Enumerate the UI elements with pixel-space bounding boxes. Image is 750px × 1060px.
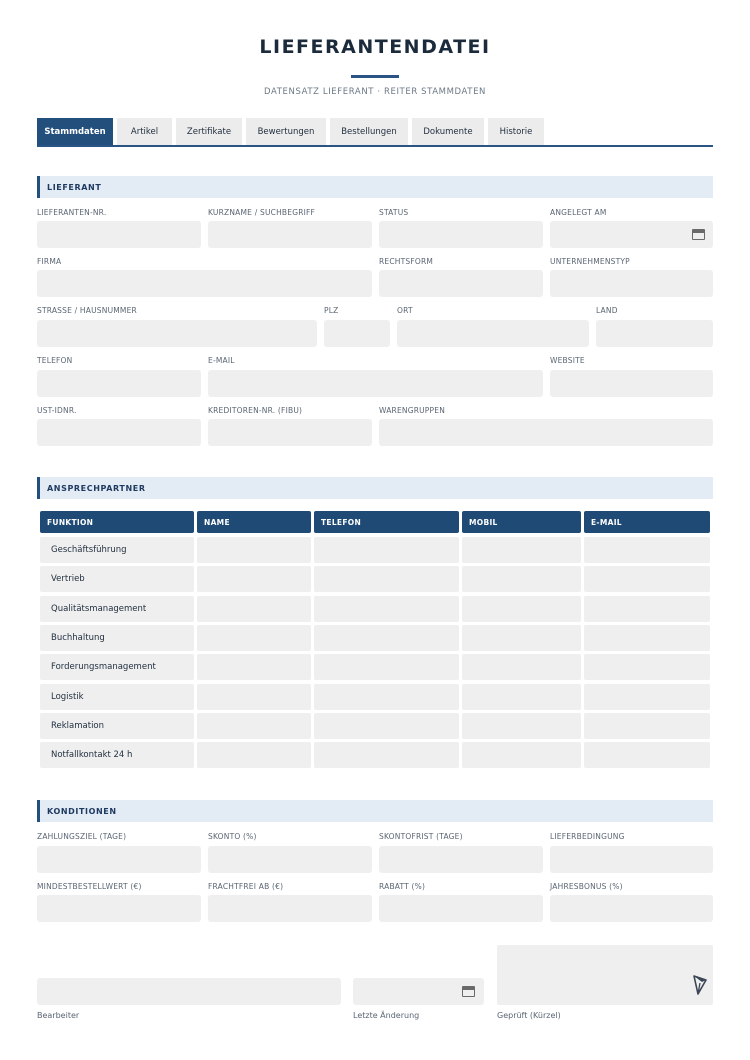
- unternehmenstyp-field[interactable]: [550, 270, 713, 297]
- contact-email-cell[interactable]: [584, 654, 710, 680]
- contact-email-cell[interactable]: [584, 566, 710, 592]
- contact-mobil-cell[interactable]: [462, 713, 581, 739]
- label-unternehmenstyp: UNTERNEHMENSTYP: [550, 257, 630, 266]
- label-status: STATUS: [379, 208, 409, 217]
- table-row-funktion: Notfallkontakt 24 h: [51, 750, 133, 760]
- contact-telefon-cell[interactable]: [314, 596, 459, 622]
- angelegt-am-field[interactable]: [550, 221, 713, 248]
- contact-name-cell[interactable]: [197, 713, 311, 739]
- label-telefon: TELEFON: [37, 356, 73, 365]
- bearbeiter-field[interactable]: [37, 978, 341, 1005]
- lieferanten-nr-field[interactable]: [37, 221, 201, 248]
- label-ort: ORT: [397, 306, 413, 315]
- tab-bar: [37, 118, 544, 145]
- ust-idnr-field[interactable]: [37, 419, 201, 446]
- label-bearbeiter: Bearbeiter: [37, 1011, 80, 1020]
- contact-mobil-cell[interactable]: [462, 742, 581, 768]
- contact-name-cell[interactable]: [197, 654, 311, 680]
- contact-telefon-cell[interactable]: [314, 625, 459, 651]
- page-subtitle: DATENSATZ LIEFERANT · REITER STAMMDATEN: [263, 87, 487, 97]
- section-header-konditionen: KONDITIONEN: [37, 800, 713, 822]
- tab-dokumente[interactable]: Dokumente: [412, 118, 484, 145]
- calendar-icon[interactable]: [462, 986, 475, 997]
- contact-email-cell[interactable]: [584, 742, 710, 768]
- label-website: WEBSITE: [550, 356, 585, 365]
- label-land: LAND: [596, 306, 618, 315]
- label-mindestbestellwert: MINDESTBESTELLWERT (€): [37, 882, 142, 891]
- plz-field[interactable]: [324, 320, 390, 347]
- table-row-funktion: Qualitätsmanagement: [51, 604, 147, 614]
- contact-name-cell[interactable]: [197, 625, 311, 651]
- label-lieferanten-nr: LIEFERANTEN-NR.: [37, 208, 107, 217]
- label-kurzname: KURZNAME / SUCHBEGRIFF: [208, 208, 316, 217]
- column-header-funktion: FUNKTION: [40, 511, 194, 533]
- firma-field[interactable]: [37, 270, 372, 297]
- tab-historie[interactable]: Historie: [488, 118, 544, 145]
- table-row-funktion: Vertrieb: [51, 574, 85, 584]
- strasse-field[interactable]: [37, 320, 317, 347]
- label-rabatt: RABATT (%): [379, 882, 426, 891]
- label-frachtfrei: FRACHTFREI AB (€): [208, 882, 284, 891]
- rechtsform-field[interactable]: [379, 270, 543, 297]
- status-field[interactable]: [379, 221, 543, 248]
- letzte-aenderung-field[interactable]: [353, 978, 484, 1005]
- label-rechtsform: RECHTSFORM: [379, 257, 434, 266]
- tab-stammdaten[interactable]: Stammdaten: [37, 118, 113, 145]
- label-angelegt-am: ANGELEGT AM: [550, 208, 607, 217]
- frachtfrei-field[interactable]: [208, 895, 372, 922]
- contact-mobil-cell[interactable]: [462, 625, 581, 651]
- contact-telefon-cell[interactable]: [314, 654, 459, 680]
- contact-name-cell[interactable]: [197, 537, 311, 563]
- geprueft-signature-box[interactable]: [497, 945, 713, 1005]
- email-field[interactable]: [208, 370, 543, 397]
- contact-mobil-cell[interactable]: [462, 537, 581, 563]
- lieferbedingung-field[interactable]: [550, 846, 713, 873]
- website-field[interactable]: [550, 370, 713, 397]
- contact-email-cell[interactable]: [584, 625, 710, 651]
- skonto-field[interactable]: [208, 846, 372, 873]
- label-jahresbonus: JAHRESBONUS (%): [550, 882, 623, 891]
- ort-field[interactable]: [397, 320, 589, 347]
- contact-mobil-cell[interactable]: [462, 654, 581, 680]
- tab-bestellungen[interactable]: Bestellungen: [330, 118, 408, 145]
- calendar-icon[interactable]: [692, 229, 705, 240]
- contact-telefon-cell[interactable]: [314, 684, 459, 710]
- label-letzte-aenderung: Letzte Änderung: [353, 1011, 420, 1020]
- kreditoren-nr-field[interactable]: [208, 419, 372, 446]
- label-geprueft: Geprüft (Kürzel): [497, 1011, 561, 1020]
- contact-mobil-cell[interactable]: [462, 566, 581, 592]
- jahresbonus-field[interactable]: [550, 895, 713, 922]
- contact-name-cell[interactable]: [197, 742, 311, 768]
- label-skontofrist: SKONTOFRIST (TAGE): [379, 832, 463, 841]
- section-header-lieferant: LIEFERANT: [37, 176, 713, 198]
- section-header-ansprechpartner: ANSPRECHPARTNER: [37, 477, 713, 499]
- table-row-funktion: Logistik: [51, 692, 84, 702]
- tab-bar-underline: [37, 145, 713, 147]
- kurzname-field[interactable]: [208, 221, 372, 248]
- contact-telefon-cell[interactable]: [314, 742, 459, 768]
- label-ust-idnr: UST-IDNR.: [37, 406, 77, 415]
- table-row-funktion: Reklamation: [51, 721, 105, 731]
- contact-name-cell[interactable]: [197, 566, 311, 592]
- label-skonto: SKONTO (%): [208, 832, 257, 841]
- label-warengruppen: WARENGRUPPEN: [379, 406, 446, 415]
- label-zahlungsziel: ZAHLUNGSZIEL (TAGE): [37, 832, 127, 841]
- title-underline: [351, 75, 399, 78]
- mindestbestellwert-field[interactable]: [37, 895, 201, 922]
- label-email: E-MAIL: [208, 356, 235, 365]
- skontofrist-field[interactable]: [379, 846, 543, 873]
- contact-mobil-cell[interactable]: [462, 596, 581, 622]
- contact-name-cell[interactable]: [197, 596, 311, 622]
- contact-email-cell[interactable]: [584, 537, 710, 563]
- contact-mobil-cell[interactable]: [462, 684, 581, 710]
- pen-icon: [693, 975, 707, 995]
- contact-telefon-cell[interactable]: [314, 537, 459, 563]
- column-header-telefon: TELEFON: [314, 511, 459, 533]
- table-row-funktion: Buchhaltung: [51, 633, 105, 643]
- contact-telefon-cell[interactable]: [314, 566, 459, 592]
- column-header-email: E-MAIL: [584, 511, 710, 533]
- table-row-funktion: Forderungsmanagement: [51, 662, 156, 672]
- contact-email-cell[interactable]: [584, 684, 710, 710]
- column-header-name: NAME: [197, 511, 311, 533]
- label-firma: FIRMA: [37, 257, 62, 266]
- label-plz: PLZ: [324, 306, 339, 315]
- label-strasse: STRASSE / HAUSNUMMER: [37, 306, 137, 315]
- label-kreditoren-nr: KREDITOREN-NR. (FIBU): [208, 406, 303, 415]
- label-lieferbedingung: LIEFERBEDINGUNG: [550, 832, 625, 841]
- table-row-funktion: Geschäftsführung: [51, 545, 127, 555]
- tab-artikel[interactable]: Artikel: [117, 118, 172, 145]
- rabatt-field[interactable]: [379, 895, 543, 922]
- contact-name-cell[interactable]: [197, 684, 311, 710]
- zahlungsziel-field[interactable]: [37, 846, 201, 873]
- telefon-field[interactable]: [37, 370, 201, 397]
- contact-telefon-cell[interactable]: [314, 713, 459, 739]
- land-field[interactable]: [596, 320, 713, 347]
- column-header-mobil: MOBIL: [462, 511, 581, 533]
- warengruppen-field[interactable]: [379, 419, 713, 446]
- contact-email-cell[interactable]: [584, 713, 710, 739]
- contact-email-cell[interactable]: [584, 596, 710, 622]
- page-title: LIEFERANTENDATEI: [259, 36, 491, 58]
- tab-bewertungen[interactable]: Bewertungen: [246, 118, 326, 145]
- tab-zertifikate[interactable]: Zertifikate: [176, 118, 242, 145]
